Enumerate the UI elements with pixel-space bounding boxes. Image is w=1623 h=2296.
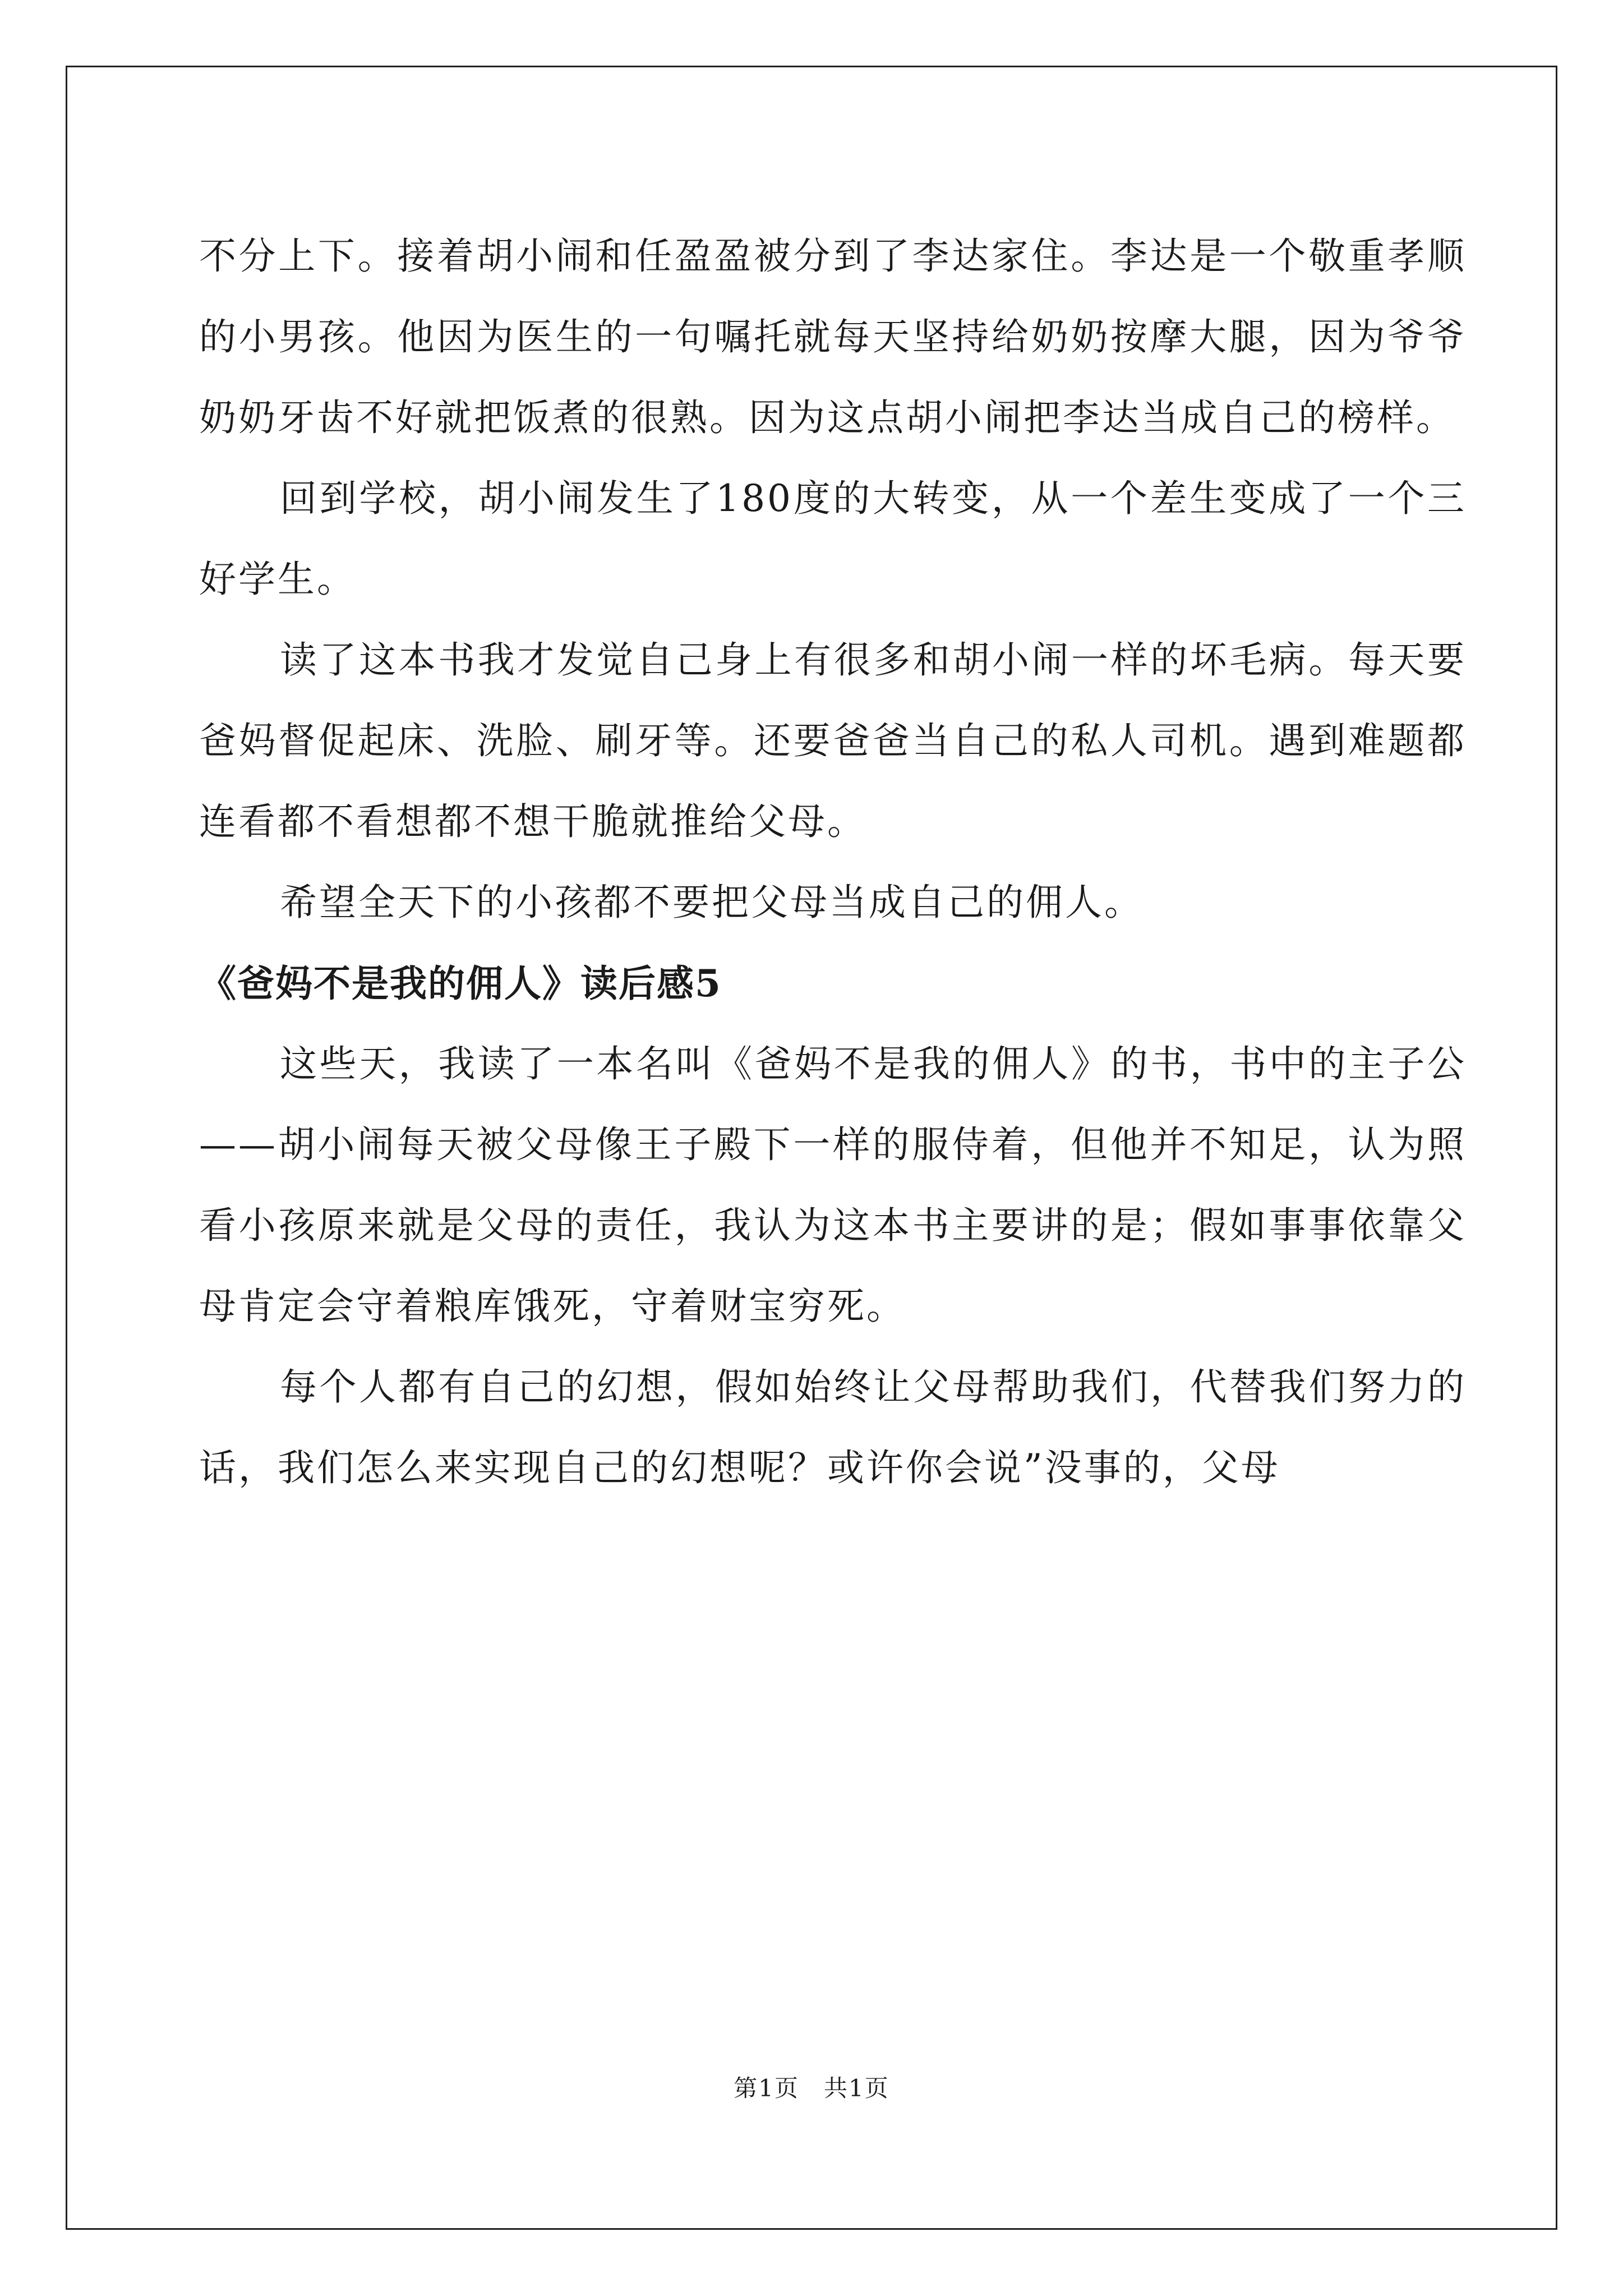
paragraph: 每个人都有自己的幻想，假如始终让父母帮助我们，代替我们努力的话，我们怎么来实现自己的幻想呢？或许你会说”没事的，父母 <box>199 1365 1467 1489</box>
paragraph: 希望全天下的小孩都不要把父母当成自己的佣人。 <box>280 881 1144 924</box>
document-body <box>199 216 1467 1508</box>
paragraph-continued: 不分上下。接着胡小闹和任盈盈被分到了李达家住。李达是一个敬重孝顺的小男孩。他因为医生的一句嘱托就每天坚持给奶奶按摩大腿，因为爷爷奶奶牙齿不好就把饭煮的很熟。因为这点胡小闹把李达当成自己的榜样。 <box>199 234 1467 439</box>
paragraph: 读了这本书我才发觉自己身上有很多和胡小闹一样的坏毛病。每天要爸妈督促起床、洗脸、刷牙等。还要爸爸当自己的私人司机。遇到难题都连看都不看想都不想干脆就推给父母。 <box>199 638 1467 843</box>
page-number-footer: 第1页 共1页 <box>734 2074 889 2102</box>
paragraph: 回到学校，胡小闹发生了180度的大转变，从一个差生变成了一个三好学生。 <box>199 477 1467 601</box>
section-heading: 《爸妈不是我的佣人》读后感5 <box>199 961 722 1005</box>
paragraph: 这些天，我读了一本名叫《爸妈不是我的佣人》的书，书中的主子公——胡小闹每天被父母像王子殿下一样的服侍着，但他并不知足，认为照看小孩原来就是父母的责任，我认为这本书主要讲的是；假如事事依靠父母肯定会守着粮库饿死，守着财宝穷死。 <box>199 1042 1467 1328</box>
